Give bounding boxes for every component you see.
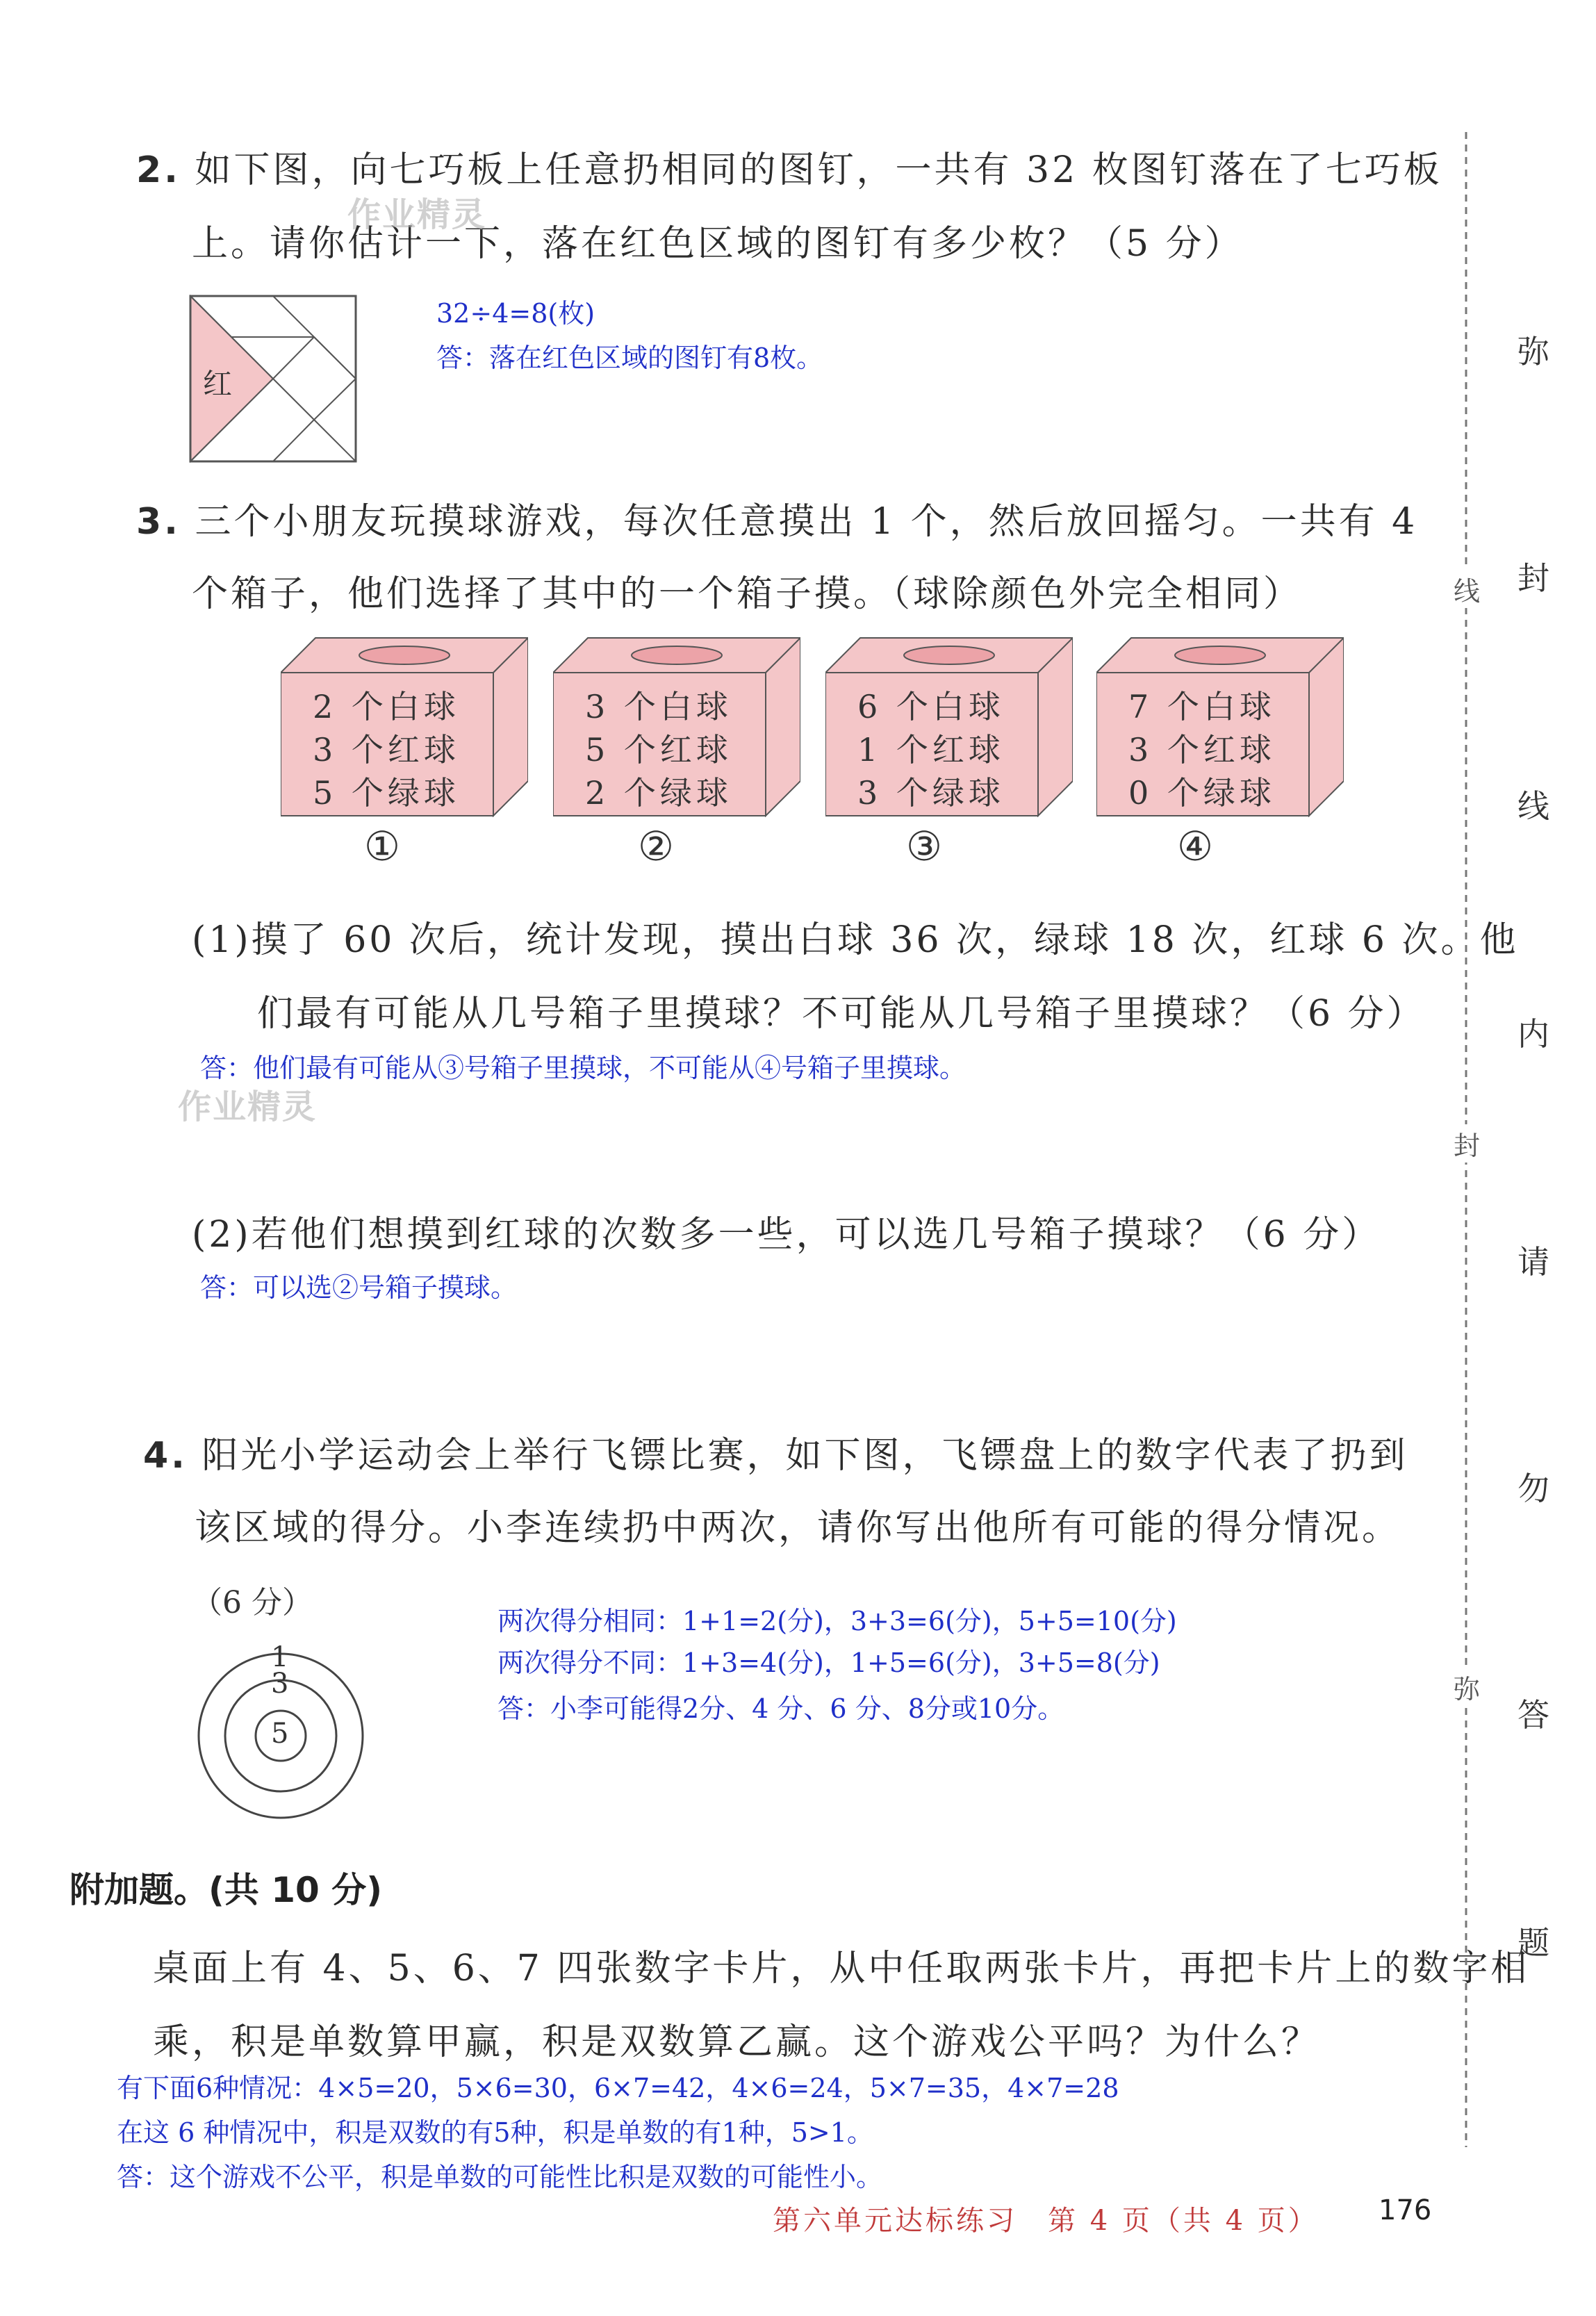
- q3-sub2-answer: 答：可以选②号箱子摸球。: [200, 1272, 518, 1303]
- watermark-2: 作业精灵: [178, 1087, 318, 1126]
- box1-green: 5 个绿球: [313, 774, 460, 812]
- q2-line2: 上。请你估计一下，落在红色区域的图钉有多少枚？（5 分）: [192, 223, 1244, 265]
- q3-sub1-line2: 们最有可能从几号箱子里摸球？不可能从几号箱子里摸球？（6 分）: [257, 993, 1426, 1035]
- q4-answer-diff: 两次得分不同：1+3=4(分)，1+5=6(分)，3+5=8(分): [497, 1648, 1160, 1678]
- watermark: 作业精灵: [347, 195, 487, 234]
- q4-score: （6 分）: [192, 1585, 313, 1620]
- ball-box-2: [553, 637, 800, 817]
- box1-red: 3 个红球: [313, 731, 460, 769]
- bonus-answer1: 有下面6种情况：4×5=20，5×6=30，6×7=42，4×6=24，5×7=35，4×7=28: [117, 2073, 1119, 2103]
- box3-red: 1 个红球: [857, 731, 1005, 769]
- box2-label: ②: [638, 823, 674, 870]
- q3-sub2: (2)若他们想摸到红球的次数多一些，可以选几号箱子摸球？（6 分）: [192, 1214, 1381, 1256]
- side-char-7: 答: [1517, 1696, 1549, 1734]
- ball-box-3: [825, 637, 1073, 817]
- q3-sub1-answer: 答：他们最有可能从③号箱子里摸球，不可能从④号箱子里摸球。: [200, 1053, 966, 1083]
- box1-white: 2 个白球: [313, 688, 460, 725]
- footer-text: 第六单元达标练习 第 4 页（共 4 页）: [773, 2205, 1319, 2237]
- box4-red: 3 个红球: [1128, 731, 1276, 769]
- side-char-6: 勿: [1517, 1470, 1549, 1507]
- side-char-1: 弥: [1517, 333, 1549, 370]
- binding-label-mi: 弥: [1454, 1668, 1480, 1706]
- q2-number: 2.: [136, 149, 181, 191]
- side-char-5: 请: [1517, 1243, 1549, 1281]
- side-char-3: 线: [1517, 787, 1549, 825]
- ring-label-1: 1: [271, 1641, 289, 1673]
- box2-white: 3 个白球: [585, 688, 732, 725]
- q3-text-line1: 三个小朋友玩摸球游戏，每次任意摸出 1 个，然后放回摇匀。一共有 4: [195, 501, 1418, 543]
- side-char-4: 内: [1517, 1015, 1549, 1053]
- box2-red: 5 个红球: [585, 731, 732, 769]
- bonus-title: 附加题。(共 10 分): [69, 1870, 383, 1910]
- red-region-label: 红: [203, 367, 233, 401]
- box4-green: 0 个绿球: [1128, 774, 1276, 812]
- q4-answer-same: 两次得分相同：1+1=2(分)，3+3=6(分)，5+5=10(分): [497, 1606, 1177, 1636]
- q3-number: 3.: [136, 501, 181, 543]
- ring-label-3: 3: [271, 1668, 289, 1700]
- box3-green: 3 个绿球: [857, 774, 1005, 812]
- q4-answer-final: 答：小李可能得2分、4 分、6 分、8分或10分。: [497, 1693, 1064, 1724]
- q4-line2: 该区域的得分。小李连续扔中两次，请你写出他所有可能的得分情况。: [195, 1507, 1401, 1549]
- page-number: 176: [1379, 2194, 1432, 2226]
- q3-line2: 个箱子，他们选择了其中的一个箱子摸。（球除颜色外完全相同）: [192, 573, 1303, 615]
- box2-green: 2 个绿球: [585, 774, 732, 812]
- ball-box-1: [281, 637, 528, 817]
- bonus-line1: 桌面上有 4、5、6、7 四张数字卡片，从中任取两张卡片，再把卡片上的数字相: [153, 1948, 1530, 1989]
- bonus-line2: 乘，积是单数算甲赢，积是双数算乙赢。这个游戏公平吗？为什么？: [153, 2021, 1321, 2063]
- q4-text-line1: 阳光小学运动会上举行飞镖比赛，如下图，飞镖盘上的数字代表了扔到: [201, 1435, 1408, 1477]
- q3-sub1-line1: (1)摸了 60 次后，统计发现，摸出白球 36 次，绿球 18 次，红球 6 次。他: [192, 919, 1519, 961]
- q4-line1: [143, 1426, 1408, 1478]
- box3-white: 6 个白球: [857, 688, 1005, 725]
- q2-line1: [136, 140, 1442, 192]
- side-char-2: 封: [1517, 559, 1549, 597]
- bonus-answer3: 答：这个游戏不公平，积是单数的可能性比积是双数的可能性小。: [117, 2162, 883, 2192]
- box1-label: ①: [364, 823, 400, 870]
- q2-text-line1: 如下图，向七巧板上任意扔相同的图钉，一共有 32 枚图钉落在了七巧板: [195, 149, 1442, 191]
- q3-line1: [136, 492, 1417, 544]
- box3-label: ③: [906, 823, 942, 870]
- ball-box-4: [1096, 637, 1344, 817]
- binding-label-line: 线: [1454, 570, 1480, 608]
- q2-answer-calc: 32÷4=8(枚): [436, 298, 595, 329]
- ring-label-5: 5: [271, 1718, 289, 1750]
- q4-number: 4.: [143, 1435, 188, 1477]
- bonus-answer2: 在这 6 种情况中，积是双数的有5种，积是单数的有1种，5>1。: [117, 2117, 873, 2148]
- box4-label: ④: [1177, 823, 1213, 870]
- side-char-8: 题: [1517, 1924, 1549, 1962]
- q2-answer-text: 答：落在红色区域的图钉有8枚。: [436, 343, 823, 373]
- box4-white: 7 个白球: [1128, 688, 1276, 725]
- binding-label-seal: 封: [1454, 1124, 1480, 1163]
